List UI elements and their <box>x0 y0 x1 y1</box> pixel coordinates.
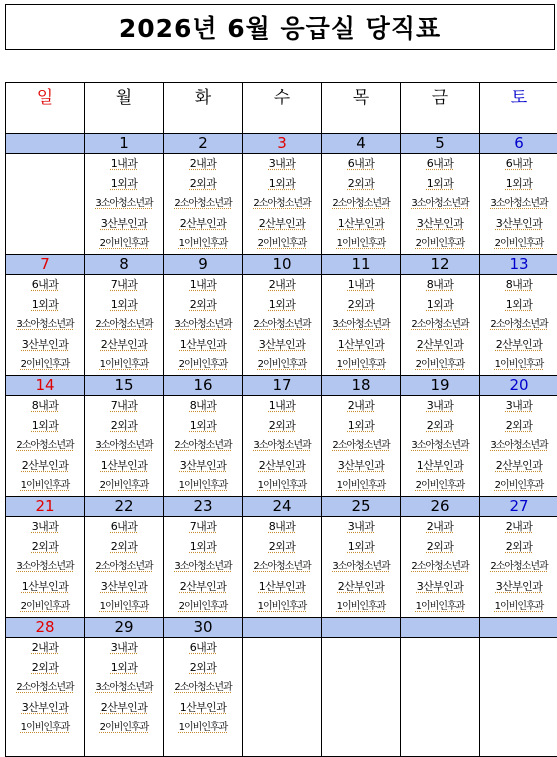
date-cell: 23 <box>164 497 243 517</box>
date-cell: 4 <box>322 134 401 154</box>
duty-entry: 8내과 <box>164 396 242 416</box>
duty-cell <box>85 638 164 757</box>
duty-cell <box>480 396 557 497</box>
duty-entry: 8내과 <box>401 275 479 295</box>
duty-entry: 3소아청소년과 <box>85 194 163 214</box>
duty-cell <box>480 275 557 376</box>
duty-entry: 1이비인후과 <box>322 476 400 496</box>
duty-cell <box>401 396 480 497</box>
date-row <box>6 134 557 154</box>
duty-entry: 2소아청소년과 <box>322 436 400 456</box>
duty-entry: 2이비인후과 <box>85 234 163 254</box>
duty-entry: 2외과 <box>164 658 242 678</box>
duty-entry: 3소아청소년과 <box>164 557 242 577</box>
duty-entry: 1산부인과 <box>6 577 84 597</box>
duty-entry: 1외과 <box>401 174 479 194</box>
duty-entry: 1내과 <box>243 396 321 416</box>
duty-entry: 2외과 <box>164 174 242 194</box>
duty-cell <box>322 396 401 497</box>
duty-entry: 1이비인후과 <box>322 597 400 617</box>
duty-entry: 2산부인과 <box>6 456 84 476</box>
duty-entry: 3내과 <box>6 517 84 537</box>
duty-cell <box>164 275 243 376</box>
duty-entry: 2외과 <box>401 537 479 557</box>
duty-entry: 2소아청소년과 <box>164 194 242 214</box>
date-cell: 15 <box>85 376 164 396</box>
duty-entry: 2내과 <box>243 275 321 295</box>
duty-entry: 1외과 <box>85 658 163 678</box>
duty-entry: 2내과 <box>480 517 557 537</box>
duty-entry: 2외과 <box>85 416 163 436</box>
duty-entry: 6내과 <box>480 154 557 174</box>
duty-entry: 3산부인과 <box>6 698 84 718</box>
duty-cell <box>164 517 243 618</box>
duty-entry: 2내과 <box>401 517 479 537</box>
duty-entry: 3산부인과 <box>401 214 479 234</box>
date-cell: 6 <box>480 134 557 154</box>
duty-entry: 3소아청소년과 <box>322 557 400 577</box>
duty-cell <box>401 275 480 376</box>
duty-entry: 6내과 <box>85 517 163 537</box>
duty-entry: 8내과 <box>480 275 557 295</box>
duty-entry: 3산부인과 <box>480 577 557 597</box>
duty-entry: 1내과 <box>322 275 400 295</box>
duty-entry: 1이비인후과 <box>164 234 242 254</box>
duty-row <box>6 638 557 757</box>
title-text: 2026년 6월 응급실 당직표 <box>119 9 441 45</box>
date-cell: 16 <box>164 376 243 396</box>
duty-entry: 1산부인과 <box>85 456 163 476</box>
duty-cell <box>322 275 401 376</box>
duty-entry: 6내과 <box>6 275 84 295</box>
duty-row <box>6 517 557 618</box>
duty-entry: 1이비인후과 <box>243 597 321 617</box>
duty-entry: 1이비인후과 <box>6 476 84 496</box>
date-cell: 2 <box>164 134 243 154</box>
duty-cell <box>401 154 480 255</box>
duty-entry: 2외과 <box>480 537 557 557</box>
duty-cell <box>85 396 164 497</box>
duty-entry: 2산부인과 <box>322 577 400 597</box>
date-cell: 20 <box>480 376 557 396</box>
duty-entry: 2외과 <box>85 537 163 557</box>
duty-entry: 1산부인과 <box>164 335 242 355</box>
date-cell: 21 <box>6 497 85 517</box>
duty-entry: 2이비인후과 <box>6 355 84 375</box>
duty-entry: 2소아청소년과 <box>6 436 84 456</box>
duty-entry: 2이비인후과 <box>480 234 557 254</box>
duty-entry: 2산부인과 <box>401 335 479 355</box>
duty-cell <box>6 638 85 757</box>
duty-entry: 1이비인후과 <box>164 718 242 738</box>
duty-cell <box>480 638 557 757</box>
duty-entry: 3소아청소년과 <box>480 436 557 456</box>
duty-entry: 2산부인과 <box>85 335 163 355</box>
duty-entry: 2내과 <box>6 638 84 658</box>
duty-entry: 1외과 <box>164 416 242 436</box>
duty-cell <box>85 517 164 618</box>
date-cell: 12 <box>401 255 480 275</box>
duty-cell <box>164 154 243 255</box>
duty-entry: 2소아청소년과 <box>85 315 163 335</box>
duty-entry: 2이비인후과 <box>243 234 321 254</box>
duty-entry: 2소아청소년과 <box>243 315 321 335</box>
duty-entry: 3소아청소년과 <box>6 315 84 335</box>
duty-entry: 2외과 <box>243 537 321 557</box>
duty-entry: 1외과 <box>85 295 163 315</box>
duty-entry: 2소아청소년과 <box>401 315 479 335</box>
duty-entry: 2이비인후과 <box>401 355 479 375</box>
duty-entry: 2이비인후과 <box>243 355 321 375</box>
duty-cell <box>322 517 401 618</box>
duty-entry: 1이비인후과 <box>480 355 557 375</box>
duty-cell <box>243 638 322 757</box>
duty-entry: 1내과 <box>85 154 163 174</box>
duty-entry: 2소아청소년과 <box>401 557 479 577</box>
duty-entry: 1외과 <box>480 295 557 315</box>
duty-calendar <box>5 82 557 757</box>
duty-entry: 3산부인과 <box>401 577 479 597</box>
duty-cell <box>6 275 85 376</box>
date-cell: 13 <box>480 255 557 275</box>
date-cell: 9 <box>164 255 243 275</box>
duty-entry: 2외과 <box>243 416 321 436</box>
duty-cell <box>85 154 164 255</box>
duty-entry: 2산부인과 <box>85 698 163 718</box>
duty-entry: 1외과 <box>480 174 557 194</box>
duty-entry: 3소아청소년과 <box>85 436 163 456</box>
duty-entry: 3내과 <box>243 154 321 174</box>
duty-entry: 1외과 <box>243 295 321 315</box>
date-cell: 25 <box>322 497 401 517</box>
page-title <box>5 4 555 50</box>
duty-entry: 1산부인과 <box>243 577 321 597</box>
duty-entry: 2이비인후과 <box>401 476 479 496</box>
duty-entry: 2소아청소년과 <box>6 678 84 698</box>
duty-entry: 2외과 <box>322 174 400 194</box>
date-cell: 28 <box>6 618 85 638</box>
date-row <box>6 497 557 517</box>
duty-entry: 3산부인과 <box>322 456 400 476</box>
duty-entry: 1산부인과 <box>322 335 400 355</box>
duty-entry: 2산부인과 <box>243 456 321 476</box>
duty-entry: 3소아청소년과 <box>85 678 163 698</box>
duty-entry: 2소아청소년과 <box>164 436 242 456</box>
duty-entry: 2산부인과 <box>164 214 242 234</box>
duty-entry: 2외과 <box>6 537 84 557</box>
duty-entry: 2이비인후과 <box>85 476 163 496</box>
duty-cell <box>243 275 322 376</box>
duty-entry: 7내과 <box>85 275 163 295</box>
duty-entry: 1산부인과 <box>164 698 242 718</box>
duty-entry: 6내과 <box>322 154 400 174</box>
weekday-header-cell: 일 <box>6 83 85 134</box>
duty-entry: 2산부인과 <box>164 577 242 597</box>
weekday-header-cell: 수 <box>243 83 322 134</box>
duty-entry: 7내과 <box>85 396 163 416</box>
duty-entry: 3소아청소년과 <box>164 315 242 335</box>
date-cell <box>6 134 85 154</box>
duty-entry: 2이비인후과 <box>85 718 163 738</box>
duty-entry: 2외과 <box>322 295 400 315</box>
duty-entry: 3산부인과 <box>164 456 242 476</box>
weekday-header-cell: 월 <box>85 83 164 134</box>
duty-entry: 1이비인후과 <box>85 355 163 375</box>
duty-entry: 2이비인후과 <box>6 597 84 617</box>
duty-entry: 3산부인과 <box>85 577 163 597</box>
duty-entry: 2외과 <box>164 295 242 315</box>
duty-entry: 1이비인후과 <box>85 597 163 617</box>
duty-entry: 3산부인과 <box>6 335 84 355</box>
duty-entry: 1외과 <box>6 295 84 315</box>
duty-entry: 3내과 <box>480 396 557 416</box>
duty-entry: 2소아청소년과 <box>322 194 400 214</box>
duty-entry: 1내과 <box>164 275 242 295</box>
duty-entry: 1외과 <box>164 537 242 557</box>
duty-entry: 3내과 <box>322 517 400 537</box>
date-cell <box>401 618 480 638</box>
duty-cell <box>6 396 85 497</box>
date-cell: 5 <box>401 134 480 154</box>
date-row <box>6 255 557 275</box>
duty-entry: 2내과 <box>164 154 242 174</box>
duty-entry: 1외과 <box>85 174 163 194</box>
date-cell: 29 <box>85 618 164 638</box>
duty-entry: 1이비인후과 <box>164 476 242 496</box>
duty-entry: 1이비인후과 <box>322 234 400 254</box>
duty-entry: 2소아청소년과 <box>480 557 557 577</box>
date-cell: 14 <box>6 376 85 396</box>
duty-entry: 3소아청소년과 <box>480 194 557 214</box>
duty-cell <box>480 517 557 618</box>
duty-entry: 2이비인후과 <box>401 234 479 254</box>
duty-entry: 3소아청소년과 <box>322 315 400 335</box>
duty-entry: 2외과 <box>480 416 557 436</box>
duty-entry: 2외과 <box>6 658 84 678</box>
duty-cell <box>322 154 401 255</box>
date-cell: 11 <box>322 255 401 275</box>
duty-entry: 2산부인과 <box>480 456 557 476</box>
duty-entry: 2소아청소년과 <box>85 557 163 577</box>
duty-entry: 3산부인과 <box>85 214 163 234</box>
date-cell: 18 <box>322 376 401 396</box>
duty-cell <box>164 638 243 757</box>
duty-entry: 3산부인과 <box>480 214 557 234</box>
duty-entry: 1산부인과 <box>322 214 400 234</box>
date-cell: 24 <box>243 497 322 517</box>
duty-row <box>6 396 557 497</box>
duty-cell <box>85 275 164 376</box>
duty-entry: 1외과 <box>322 537 400 557</box>
date-cell: 8 <box>85 255 164 275</box>
date-cell: 3 <box>243 134 322 154</box>
duty-cell <box>401 638 480 757</box>
duty-entry: 3내과 <box>85 638 163 658</box>
duty-entry: 3산부인과 <box>243 335 321 355</box>
duty-entry: 3소아청소년과 <box>6 557 84 577</box>
duty-entry: 1외과 <box>401 295 479 315</box>
duty-cell <box>6 154 85 255</box>
date-row <box>6 618 557 638</box>
duty-cell <box>480 154 557 255</box>
duty-entry: 3소아청소년과 <box>243 436 321 456</box>
duty-entry: 3소아청소년과 <box>401 436 479 456</box>
duty-entry: 2산부인과 <box>243 214 321 234</box>
duty-cell <box>243 517 322 618</box>
date-cell: 30 <box>164 618 243 638</box>
duty-row <box>6 275 557 376</box>
duty-entry: 2이비인후과 <box>480 476 557 496</box>
duty-entry: 1이비인후과 <box>6 718 84 738</box>
duty-entry: 2산부인과 <box>480 335 557 355</box>
duty-row <box>6 154 557 255</box>
duty-entry: 2소아청소년과 <box>164 678 242 698</box>
duty-entry: 6내과 <box>164 638 242 658</box>
duty-entry: 1이비인후과 <box>243 476 321 496</box>
duty-cell <box>243 154 322 255</box>
duty-entry: 1이비인후과 <box>322 355 400 375</box>
duty-cell <box>322 638 401 757</box>
date-row <box>6 376 557 396</box>
date-cell <box>322 618 401 638</box>
date-cell: 27 <box>480 497 557 517</box>
duty-entry: 1외과 <box>243 174 321 194</box>
date-cell: 7 <box>6 255 85 275</box>
duty-cell <box>243 396 322 497</box>
weekday-header-cell: 토 <box>480 83 557 134</box>
duty-entry: 2이비인후과 <box>164 597 242 617</box>
duty-entry: 8내과 <box>243 517 321 537</box>
weekday-header-cell: 금 <box>401 83 480 134</box>
date-cell: 10 <box>243 255 322 275</box>
date-cell <box>480 618 557 638</box>
duty-entry: 7내과 <box>164 517 242 537</box>
duty-entry: 2이비인후과 <box>164 355 242 375</box>
duty-entry: 1외과 <box>322 416 400 436</box>
weekday-header-cell: 목 <box>322 83 401 134</box>
date-cell: 22 <box>85 497 164 517</box>
duty-entry: 2외과 <box>401 416 479 436</box>
date-cell: 19 <box>401 376 480 396</box>
weekday-header-cell: 화 <box>164 83 243 134</box>
duty-cell <box>6 517 85 618</box>
duty-entry: 3소아청소년과 <box>401 194 479 214</box>
duty-cell <box>401 517 480 618</box>
date-cell: 26 <box>401 497 480 517</box>
weekday-header-row <box>6 83 557 134</box>
duty-entry: 8내과 <box>6 396 84 416</box>
duty-entry: 2내과 <box>322 396 400 416</box>
date-cell <box>243 618 322 638</box>
duty-entry: 2소아청소년과 <box>243 557 321 577</box>
date-cell: 1 <box>85 134 164 154</box>
duty-entry: 1산부인과 <box>401 456 479 476</box>
duty-entry: 3내과 <box>401 396 479 416</box>
duty-entry: 1외과 <box>6 416 84 436</box>
duty-entry: 2소아청소년과 <box>480 315 557 335</box>
duty-entry: 2소아청소년과 <box>243 194 321 214</box>
date-cell: 17 <box>243 376 322 396</box>
duty-entry: 1이비인후과 <box>480 597 557 617</box>
duty-entry: 1이비인후과 <box>401 597 479 617</box>
duty-cell <box>164 396 243 497</box>
duty-entry: 6내과 <box>401 154 479 174</box>
